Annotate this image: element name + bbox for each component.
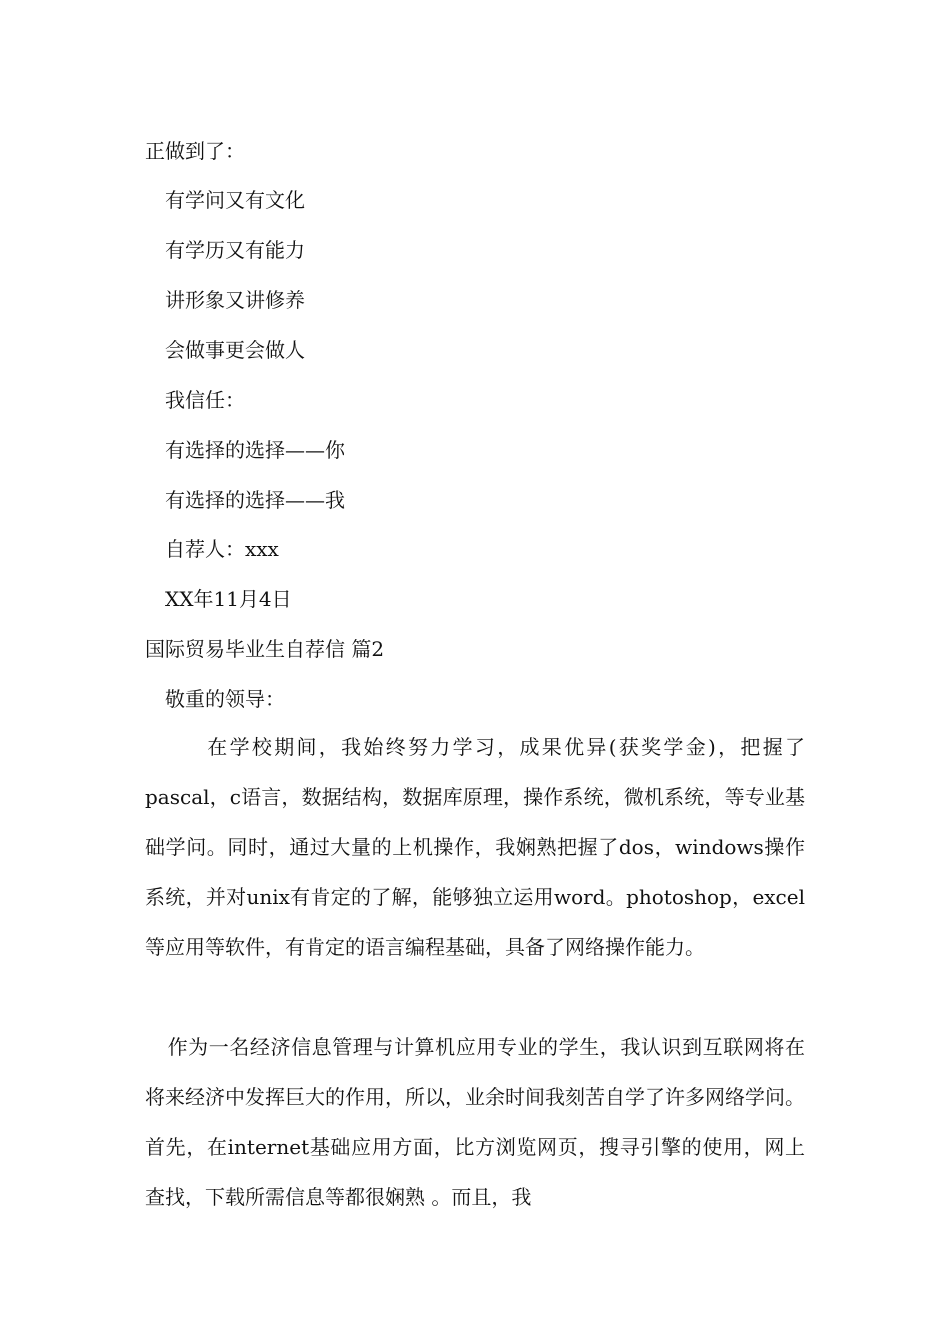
paragraph-text: 作为一名经济信息管理与计算机应用专业的学生，我认识到互联网将在将来经济中发挥巨大的作用，所以，业余时间我刻苦自学了许多网络学问。首先，在internet基础应用方面，比方浏览网页，搜寻引擎的使用，网上查找，下载所需信息等都很娴熟 。而且，我	[145, 1035, 805, 1209]
date-line: XX年11月4日	[165, 587, 292, 611]
text-line: 有选择的选择——你	[165, 438, 345, 462]
text-line: 讲形象又讲修养	[165, 288, 305, 312]
text-line: 我信任：	[165, 388, 245, 412]
signature-line: 自荐人：xxx	[165, 537, 279, 561]
text-line: 会做事更会做人	[165, 338, 305, 362]
paragraph-text: 在学校期间，我始终努力学习，成果优异(获奖学金)，把握了pascal，c语言，数据结构，数据库原理，操作系统，微机系统，等专业基础学问。同时，通过大量的上机操作，我娴熟把握了dos，windows操作系统，并对unix有肯定的了解，能够独立运用word。photoshop，excel等应用等软件，有肯定的语言编程基础，具备了网络操作能力。	[145, 735, 805, 959]
body-paragraph	[145, 1022, 805, 1222]
body-paragraph	[145, 722, 805, 972]
text-line: 正做到了：	[145, 139, 245, 163]
salutation: 敬重的领导：	[165, 687, 285, 711]
text-line: 有学问又有文化	[165, 188, 305, 212]
text-line: 有选择的选择——我	[165, 488, 345, 512]
text-line: 有学历又有能力	[165, 238, 305, 262]
section-heading: 国际贸易毕业生自荐信 篇2	[145, 637, 385, 661]
